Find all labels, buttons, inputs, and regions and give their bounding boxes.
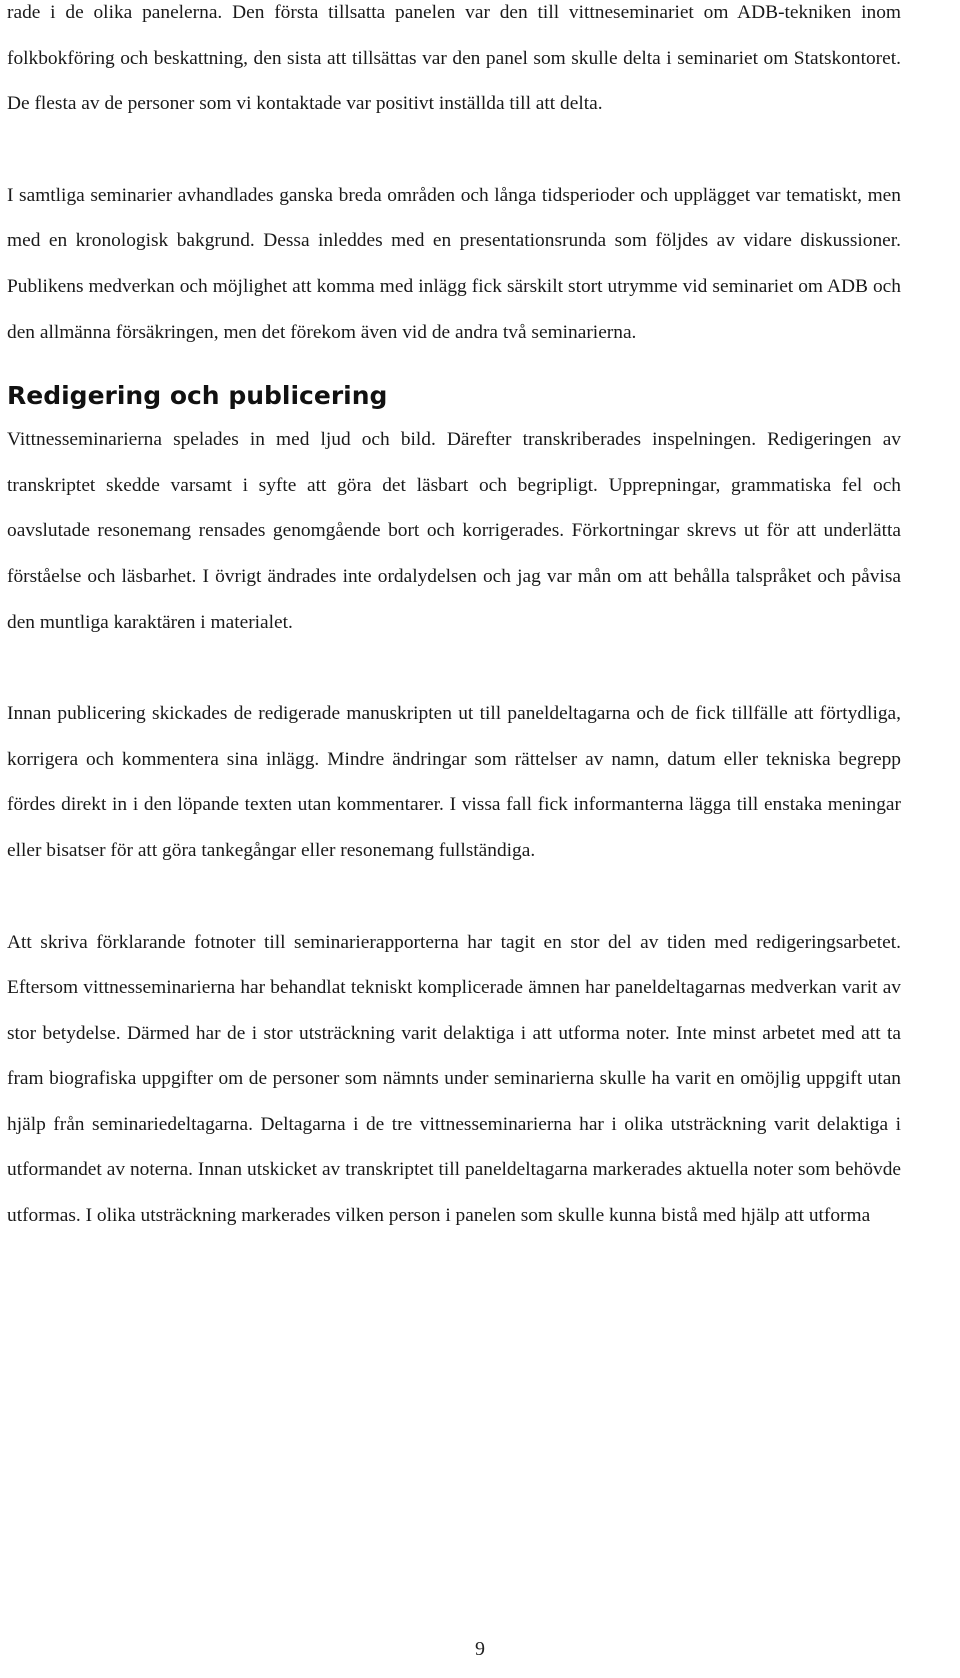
- body-paragraph: I samtliga seminarier avhandlades ganska breda områden och långa tidsperioder och upplägget var tematiskt, men med en kronologisk bakgrund. Dessa inleddes med en presentationsrunda som följdes av vidare diskussioner. Publikens medverkan och möjlighet att komma med inlägg fick särskilt stort utrymme vid seminariet om ADB och den allmänna försäkringen, men det förekom även vid de andra två seminarierna.: [7, 184, 901, 343]
- page-number: 9: [475, 1638, 485, 1660]
- body-paragraph: Vittnesseminarierna spelades in med ljud och bild. Därefter transkriberades inspelningen. Redigeringen av transkriptet skedde varsamt i syfte att göra det läsbart och begripligt. Upprepningar, grammatiska fel och oavslutade resonemang rensades genomgående bort och korrigerades. Förkortningar skrevs ut för att underlätta förståelse och läsbarhet. I övrigt ändrades inte ordalydelsen och jag var mån om att behålla talspråket och påvisa den muntliga karaktären i materialet.: [7, 429, 901, 633]
- document-page: [7, 0, 901, 1239]
- body-paragraph: Att skriva förklarande fotnoter till seminarierapporterna har tagit en stor del av tiden med redigeringsarbetet. Eftersom vittnesseminarierna har behandlat tekniskt komplicerade ämnen har paneldeltagarnas medverkan varit av stor betydelse. Därmed har de i stor utsträckning varit delaktiga i att utforma noter. Inte minst arbetet med att ta fram biografiska uppgifter om de personer som nämnts under seminarierna skulle ha varit en omöjlig uppgift utan hjälp från seminariedeltagarna. Deltagarna i de tre vittnesseminarierna har i olika utsträckning varit delaktiga i utformandet av noterna. Innan utskicket av transkriptet till paneldeltagarna markerades aktuella noter som behövde utformas. I olika utsträckning markerades vilken person i panelen som skulle kunna bistå med hjälp att utforma: [7, 931, 901, 1227]
- section-heading: Redigering och publicering: [7, 381, 388, 411]
- body-paragraph: rade i de olika panelerna. Den första tillsatta panelen var den till vittneseminariet om ADB-tekniken inom folkbokföring och beskattning, den sista att tillsättas var den panel som skulle delta i seminariet om Statskontoret. De flesta av de personer som vi kontaktade var positivt inställda till att delta.: [7, 2, 901, 115]
- body-paragraph: Innan publicering skickades de redigerade manuskripten ut till paneldeltagarna och de fick tillfälle att förtydliga, korrigera och kommentera sina inlägg. Mindre ändringar som rättelser av namn, datum eller tekniska begrepp fördes direkt in i den löpande texten utan kommentarer. I vissa fall fick informanterna lägga till enstaka meningar eller bisatser för att göra tankegångar eller resonemang fullständiga.: [7, 703, 901, 861]
